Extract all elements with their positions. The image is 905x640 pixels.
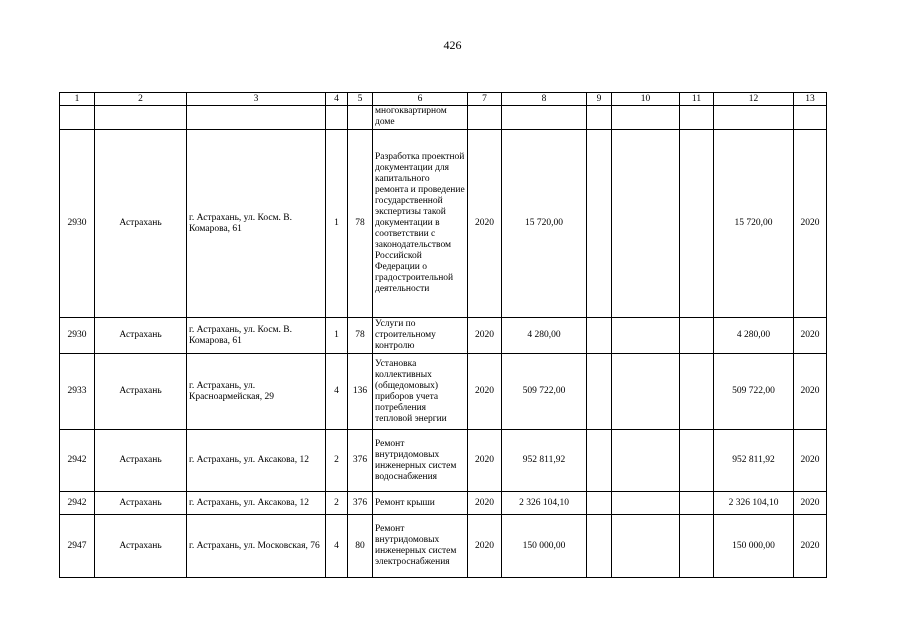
column-4-cell: 4: [326, 515, 348, 578]
year-cell: 2020: [468, 515, 502, 578]
completion-year-cell: 2020: [794, 130, 827, 318]
column-number: 13: [794, 93, 827, 106]
column-9-cell: [587, 354, 612, 430]
completion-year-cell: 2020: [794, 492, 827, 515]
amount-cell: 952 811,92: [502, 430, 587, 492]
column-number: 10: [612, 93, 680, 106]
work-type-cell: Установка коллективных (общедомовых) приборов учета потребления тепловой энергии: [373, 354, 468, 430]
column-10-cell: [612, 492, 680, 515]
city-cell: Астрахань: [95, 430, 187, 492]
column-number: 1: [60, 93, 95, 106]
column-4-cell: 2: [326, 430, 348, 492]
column-5-cell: 78: [348, 318, 373, 354]
record-id-cell: 2930: [60, 130, 95, 318]
column-9-cell: [587, 492, 612, 515]
work-type-cell: Услуги по строительному контролю: [373, 318, 468, 354]
column-11-cell: [680, 130, 714, 318]
city-cell: Астрахань: [95, 354, 187, 430]
column-9-cell: [587, 430, 612, 492]
year-cell: 2020: [468, 354, 502, 430]
amount-cell: 150 000,00: [502, 515, 587, 578]
column-number-header-row: [60, 93, 827, 106]
column-4-cell: 1: [326, 318, 348, 354]
year-cell: 2020: [468, 130, 502, 318]
column-5-cell: 136: [348, 354, 373, 430]
city-cell: Астрахань: [95, 318, 187, 354]
work-type-cell: Разработка проектной документации для капитального ремонта и проведение государственной экспертизы такой документации в соответствии с законодательством Российской Федерации о градостроительной деятельности: [373, 130, 468, 318]
total-cell: 150 000,00: [714, 515, 794, 578]
column-number: 6: [373, 93, 468, 106]
column-5-cell: 376: [348, 492, 373, 515]
amount-cell: 2 326 104,10: [502, 492, 587, 515]
column-5-cell: 376: [348, 430, 373, 492]
total-cell: 2 326 104,10: [714, 492, 794, 515]
completion-year-cell: 2020: [794, 318, 827, 354]
column-9-cell: [587, 318, 612, 354]
completion-year-cell: 2020: [794, 515, 827, 578]
column-number: 11: [680, 93, 714, 106]
column-10-cell: [612, 515, 680, 578]
column-number: 5: [348, 93, 373, 106]
column-5-cell: 78: [348, 130, 373, 318]
column-11-cell: [680, 492, 714, 515]
work-type-cell: Ремонт крыши: [373, 492, 468, 515]
record-id-cell: 2933: [60, 354, 95, 430]
column-5-cell: 80: [348, 515, 373, 578]
column-10-cell: [612, 430, 680, 492]
table-row: [60, 515, 827, 578]
column-number: 8: [502, 93, 587, 106]
record-id-cell: 2942: [60, 430, 95, 492]
column-4-cell: 2: [326, 492, 348, 515]
capital-repair-table: [59, 92, 827, 578]
column-number: 9: [587, 93, 612, 106]
total-cell: 952 811,92: [714, 430, 794, 492]
year-cell: 2020: [468, 318, 502, 354]
column-10-cell: [612, 130, 680, 318]
table-row: [60, 354, 827, 430]
column-11-cell: [680, 354, 714, 430]
total-cell: 15 720,00: [714, 130, 794, 318]
column-11-cell: [680, 430, 714, 492]
city-cell: Астрахань: [95, 515, 187, 578]
column-number: 3: [187, 93, 326, 106]
address-cell: г. Астрахань, ул. Красноармейская, 29: [187, 354, 326, 430]
address-cell: г. Астрахань, ул. Московская, 76: [187, 515, 326, 578]
address-cell: г. Астрахань, ул. Аксакова, 12: [187, 492, 326, 515]
column-number: 2: [95, 93, 187, 106]
record-id-cell: 2930: [60, 318, 95, 354]
city-cell: Астрахань: [95, 492, 187, 515]
table-row: [60, 430, 827, 492]
record-id-cell: 2947: [60, 515, 95, 578]
total-cell: 4 280,00: [714, 318, 794, 354]
year-cell: 2020: [468, 430, 502, 492]
column-4-cell: 1: [326, 130, 348, 318]
column-9-cell: [587, 515, 612, 578]
address-cell: г. Астрахань, ул. Аксакова, 12: [187, 430, 326, 492]
address-cell: г. Астрахань, ул. Косм. В. Комарова, 61: [187, 130, 326, 318]
amount-cell: 509 722,00: [502, 354, 587, 430]
column-11-cell: [680, 515, 714, 578]
column-11-cell: [680, 318, 714, 354]
work-type-cell: Ремонт внутридомовых инженерных систем электроснабжения: [373, 515, 468, 578]
total-cell: 509 722,00: [714, 354, 794, 430]
column-number: 7: [468, 93, 502, 106]
table-row: [60, 492, 827, 515]
completion-year-cell: 2020: [794, 430, 827, 492]
table-row: [60, 318, 827, 354]
completion-year-cell: 2020: [794, 354, 827, 430]
column-number: 12: [714, 93, 794, 106]
column-10-cell: [612, 354, 680, 430]
address-cell: г. Астрахань, ул. Косм. В. Комарова, 61: [187, 318, 326, 354]
record-id-cell: 2942: [60, 492, 95, 515]
city-cell: Астрахань: [95, 130, 187, 318]
column-9-cell: [587, 130, 612, 318]
continuation-row: [60, 106, 827, 130]
table-row: [60, 130, 827, 318]
column-4-cell: 4: [326, 354, 348, 430]
year-cell: 2020: [468, 492, 502, 515]
amount-cell: 15 720,00: [502, 130, 587, 318]
work-type-cell: многоквартирном доме: [373, 106, 468, 130]
column-10-cell: [612, 318, 680, 354]
work-type-cell: Ремонт внутридомовых инженерных систем водоснабжения: [373, 430, 468, 492]
column-number: 4: [326, 93, 348, 106]
amount-cell: 4 280,00: [502, 318, 587, 354]
page-number: 426: [443, 38, 462, 52]
